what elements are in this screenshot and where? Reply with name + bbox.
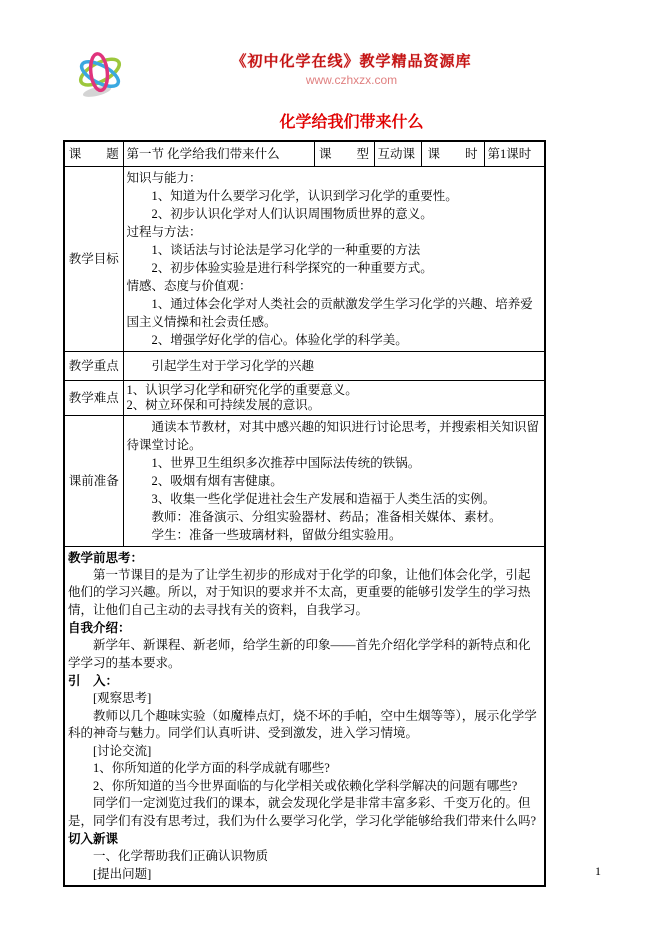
course-type-value: 互动课 bbox=[374, 141, 421, 166]
teaching-notes bbox=[64, 546, 545, 886]
notes-paragraph: 同学们一定浏览过我们的课本，就会发现化学是非常丰富多彩、千变万化的。但是，同学们有没有思考过，我们为什么要学习化学，学习化学能够给我们带来什么吗? bbox=[68, 796, 537, 828]
notes-heading: 教学前思考： bbox=[68, 550, 144, 565]
topic-value: 第一节 化学给我们带来什么 bbox=[123, 141, 314, 166]
prep-line: 1、世界卫生组织多次推荐中国际法传统的铁锅。 bbox=[126, 455, 421, 470]
table-row-preparation bbox=[64, 415, 545, 546]
goals-content bbox=[123, 166, 545, 351]
table-row-goals bbox=[64, 166, 545, 351]
notes-paragraph: [讨论交流] bbox=[68, 743, 152, 758]
prep-line: 教师：准备演示、分组实验器材、药品；准备相关媒体、素材。 bbox=[126, 509, 502, 524]
table-row-difficult-point bbox=[64, 380, 545, 415]
site-url[interactable]: www.czhxzx.com bbox=[305, 73, 398, 87]
notes-paragraph: [观察思考] bbox=[68, 691, 152, 705]
notes-heading: 自我介绍： bbox=[68, 621, 131, 635]
notes-paragraph: 2、你所知道的当今世界面临的与化学相关或依赖化学科学解决的问题有哪些? bbox=[68, 778, 518, 793]
goals-line: 1、知道为什么要学习化学，认识到学习化学的重要性。 bbox=[126, 188, 458, 203]
goals-line: 2、初步认识化学对人们认识周围物质世界的意义。 bbox=[126, 206, 433, 221]
difficult-line: 2、树立环保和可持续发展的意识。 bbox=[126, 397, 321, 412]
goals-line: 1、通过体会化学对人类社会的贡献激发学生学习化学的兴趣、培养爱国主义情操和社会责任感。 bbox=[126, 296, 533, 329]
preparation-label: 课前准备 bbox=[64, 415, 123, 546]
topic-label: 课 题 bbox=[64, 141, 123, 166]
period-value: 第1课时 bbox=[484, 141, 545, 166]
page-title: 化学给我们带来什么 bbox=[279, 114, 424, 131]
prep-line: 学生：准备一些玻璃材料，留做分组实验用。 bbox=[126, 527, 402, 542]
notes-paragraph: 第一节课目的是为了让学生初步的形成对于化学的印象，让他们体会化学，引起他们的学习兴趣。所以，对于知识的要求并不太高，更重要的能够引发学生的学习热情，让他们自己主动的去寻找有关的资料，自我学习。 bbox=[68, 567, 531, 617]
preparation-content bbox=[123, 415, 545, 546]
goals-line: 知识与能力： bbox=[126, 170, 202, 185]
notes-paragraph: 1、你所知道的化学方面的科学成就有哪些? bbox=[68, 761, 330, 775]
site-header bbox=[63, 46, 640, 104]
prep-line: 2、吸烟有烟有害健康。 bbox=[126, 473, 283, 488]
lesson-plan-table bbox=[63, 140, 546, 887]
key-point-content: 引起学生对于学习化学的兴趣 bbox=[123, 351, 545, 380]
header-text bbox=[63, 46, 640, 89]
prep-line: 通读本节教材，对其中感兴趣的知识进行讨论思考，并搜索相关知识留待课堂讨论。 bbox=[126, 419, 540, 452]
goals-line: 1、谈话法与讨论法是学习化学的一种重要的方法 bbox=[126, 242, 421, 257]
notes-heading: 切入新课 bbox=[68, 832, 119, 846]
table-row-key-point bbox=[64, 351, 545, 380]
period-label: 课 时 bbox=[421, 141, 484, 166]
goals-line: 2、初步体验实验是进行科学探究的一种重要方式。 bbox=[126, 260, 433, 275]
prep-line: 3、收集一些化学促进社会生产发展和造福于人类生活的实例。 bbox=[126, 491, 496, 506]
table-row-notes bbox=[64, 546, 545, 886]
goals-label: 教学目标 bbox=[64, 166, 123, 351]
difficult-point-label: 教学难点 bbox=[64, 380, 123, 415]
atom-logo-icon bbox=[71, 46, 129, 104]
goals-line: 情感、态度与价值观： bbox=[126, 278, 252, 293]
course-type-label: 课 型 bbox=[314, 141, 374, 166]
difficult-point-content bbox=[123, 380, 545, 415]
site-title: 《初中化学在线》教学精品资源库 bbox=[231, 54, 472, 70]
notes-paragraph: 一、化学帮助我们正确认识物质 bbox=[68, 849, 269, 863]
goals-line: 2、增强学好化学的信心。体验化学的科学美。 bbox=[126, 332, 408, 347]
difficult-line: 1、认识学习化学和研究化学的重要意义。 bbox=[126, 382, 358, 397]
notes-paragraph: [提出问题] bbox=[68, 866, 152, 881]
goals-line: 过程与方法： bbox=[126, 224, 202, 239]
notes-paragraph: 新学年、新课程、新老师，给学生新的印象――首先介绍化学学科的新特点和化学学习的基本要求。 bbox=[68, 638, 531, 670]
notes-heading: 引 入： bbox=[68, 674, 119, 688]
page-number: 1 bbox=[595, 864, 601, 878]
table-row-topic bbox=[64, 141, 545, 166]
notes-paragraph: 教师以几个趣味实验（如魔棒点灯，烧不坏的手帕，空中生烟等等），展示化学学科的神奇与魅力。同学们认真听讲、受到激发，进入学习情境。 bbox=[68, 708, 537, 740]
key-point-label: 教学重点 bbox=[64, 351, 123, 380]
